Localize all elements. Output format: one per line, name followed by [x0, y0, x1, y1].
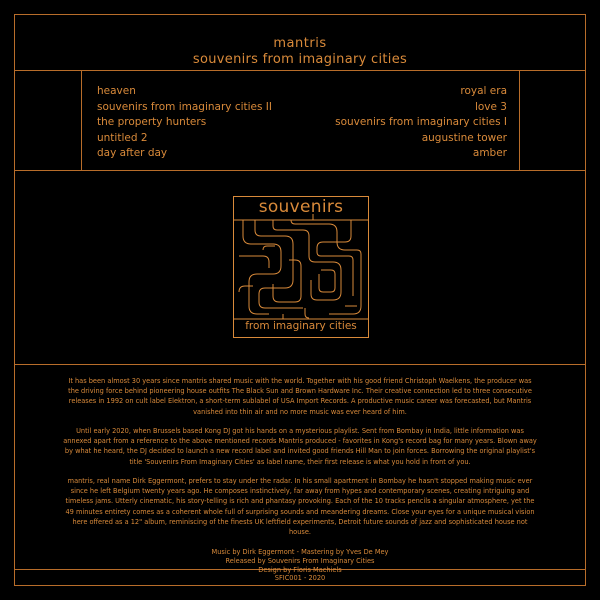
track-item: amber — [472, 147, 507, 159]
track-item: untitled 2 — [97, 131, 148, 144]
credits-line: Design by Floris Machiels — [258, 565, 342, 574]
tracklist-left-rule — [81, 70, 82, 170]
logo-subtitle: from imaginary cities — [245, 320, 357, 332]
tracklist-right-rule — [519, 70, 520, 170]
album-title: souvenirs from imaginary cities — [192, 52, 408, 67]
description-paragraph: mantris, real name Dirk Eggermont, prefers to stay under the radar. In his small apartment in Bombay he hasn't stopped making music ever since he left Belgium twenty years ago. He composes instinctively, far away from hypes and contemporary scenes, creating intriguing and timeless jams. Utterly cinematic, his story-telling is rich and phantasy provoking. Each of the 10 tracks pencils a singular atmosphere, yet the 49 minutes entirety comes as a coherent whole full of surprising sounds and meandering dreams. Close your eyes for a unique musical vision here offered as a 12" album, reminiscing of the finests UK leftfield experiments, Detroit future sounds of jazz and sophisticated house not house. — [65, 477, 535, 537]
track-item: day after day — [97, 147, 168, 159]
track-item: heaven — [97, 85, 136, 97]
label-logo — [233, 196, 369, 338]
header-divider — [14, 70, 586, 71]
credits-line: SFIC001 - 2020 — [274, 574, 326, 583]
credits-line: Music by Dirk Eggermont - Mastering by Yves De Mey — [211, 548, 389, 556]
credits — [0, 548, 600, 583]
track-item: royal era — [460, 85, 507, 97]
credits-line: Released by Souvenirs From Imaginary Cities — [225, 556, 375, 565]
track-item: souvenirs from imaginary cities I — [335, 116, 507, 128]
track-item: the property hunters — [97, 116, 207, 128]
track-item: augustine tower — [421, 131, 507, 144]
tracklist-side-b — [335, 84, 507, 162]
description-paragraph: It has been almost 30 years since mantris shared music with the world. Together with his good friend Christoph Waelkens, the producer was the driving force behind pioneering house outfits The Black Sun and Brown Hardware Inc. Their creative connection led to three consecutive releases in 1992 on cult label Elektron, a short-term sublabel of USA Import Records. A productive music career was forecasted, but Mantris vanished into thin air and no more music was ever heard of him. — [68, 377, 532, 416]
track-item: love 3 — [474, 100, 507, 113]
logo-title: souvenirs — [258, 197, 344, 217]
artist-name: mantris — [273, 36, 327, 51]
logo-divider — [14, 364, 586, 365]
description-paragraph: Until early 2020, when Brussels based Kong DJ got his hands on a mysterious playlist. Sent from Bombay in India, little information was annexed apart from a reference to the above mentioned records Mantris produced - favorites in Kong's record bag for many years. Blown away by what he heard, the DJ decided to launch a new record label and invited good friends Hill Man to join forces. Borrowing the original playlist's title 'Souvenirs From Imaginary Cities' as label name, their first release is what you hold in front of you. — [63, 427, 537, 466]
track-item: souvenirs from imaginary cities II — [97, 100, 272, 113]
tracklist-divider — [14, 170, 586, 171]
tracklist-side-a — [97, 84, 272, 162]
